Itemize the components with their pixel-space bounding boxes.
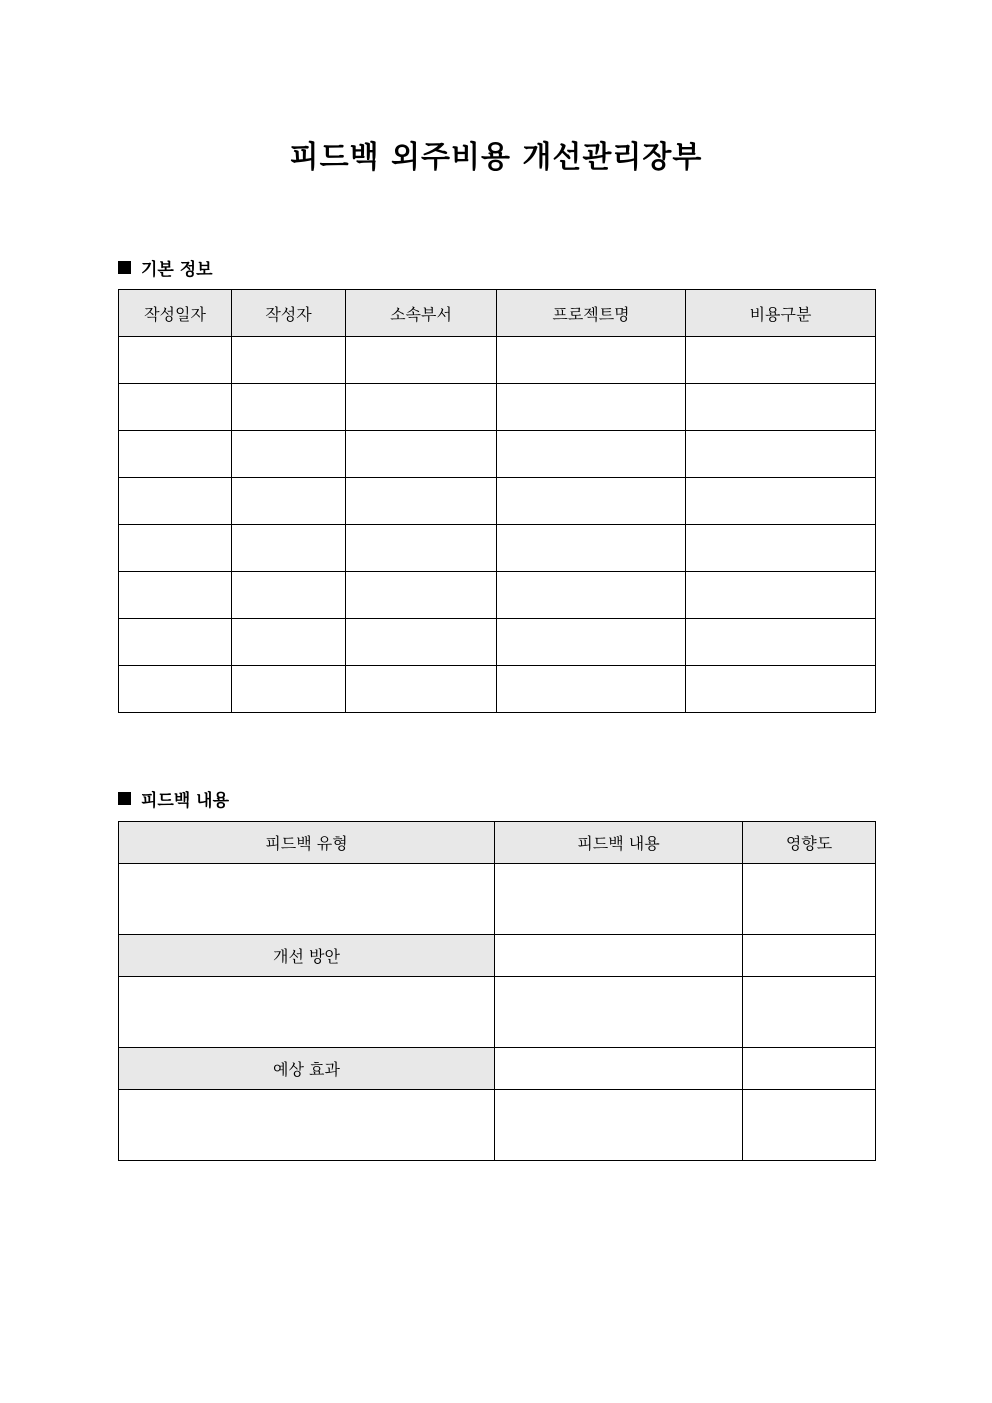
column-header-date: 작성일자 [119, 290, 232, 337]
table-row [119, 666, 876, 713]
table-cell[interactable] [119, 431, 232, 478]
feedback-content-cell[interactable] [495, 864, 743, 935]
feedback-type-cell[interactable] [119, 864, 495, 935]
table-cell[interactable] [232, 384, 346, 431]
table-cell[interactable] [346, 619, 497, 666]
table-cell[interactable] [497, 384, 686, 431]
table-cell[interactable] [686, 384, 876, 431]
table-row [119, 525, 876, 572]
table-row [119, 619, 876, 666]
table-cell[interactable] [497, 525, 686, 572]
square-bullet-icon [118, 261, 131, 274]
table-cell[interactable] [346, 525, 497, 572]
table-row [119, 935, 876, 977]
feedback-table [118, 821, 876, 1161]
impact-cell[interactable] [743, 864, 876, 935]
column-header-cost-type: 비용구분 [686, 290, 876, 337]
table-cell[interactable] [346, 666, 497, 713]
column-header-feedback-type: 피드백 유형 [119, 822, 495, 864]
subheader-improvement: 개선 방안 [119, 935, 495, 977]
table-cell[interactable] [232, 431, 346, 478]
table-row [119, 1090, 876, 1161]
table-cell[interactable] [686, 478, 876, 525]
table-cell[interactable] [743, 935, 876, 977]
table-cell[interactable] [495, 935, 743, 977]
table-cell[interactable] [119, 666, 232, 713]
table-cell[interactable] [232, 619, 346, 666]
table-cell[interactable] [686, 666, 876, 713]
table-row [119, 1048, 876, 1090]
document-title: 피드백 외주비용 개선관리장부 [289, 140, 703, 175]
table-cell[interactable] [497, 572, 686, 619]
table-cell[interactable] [497, 431, 686, 478]
table-cell[interactable] [495, 1048, 743, 1090]
table-row [119, 572, 876, 619]
table-cell[interactable] [497, 666, 686, 713]
table-cell[interactable] [119, 572, 232, 619]
section-heading-basic [118, 255, 213, 280]
column-header-feedback-content: 피드백 내용 [495, 822, 743, 864]
table-cell[interactable] [232, 666, 346, 713]
table-cell[interactable] [743, 1048, 876, 1090]
table-row [119, 977, 876, 1048]
column-header-department: 소속부서 [346, 290, 497, 337]
table-cell[interactable] [346, 384, 497, 431]
table-cell[interactable] [686, 619, 876, 666]
column-header-author: 작성자 [232, 290, 346, 337]
expected-effect-cell[interactable] [119, 1090, 495, 1161]
table-row [119, 431, 876, 478]
section-heading-feedback [118, 786, 229, 811]
improvement-cell[interactable] [119, 977, 495, 1048]
table-cell[interactable] [346, 478, 497, 525]
column-header-project: 프로젝트명 [497, 290, 686, 337]
section-heading-feedback-label: 피드백 내용 [141, 791, 230, 811]
table-cell[interactable] [495, 1090, 743, 1161]
table-cell[interactable] [119, 478, 232, 525]
table-cell[interactable] [232, 478, 346, 525]
table-cell[interactable] [119, 619, 232, 666]
table-cell[interactable] [497, 619, 686, 666]
table-cell[interactable] [232, 337, 346, 384]
section-heading-basic-label: 기본 정보 [141, 260, 213, 280]
table-cell[interactable] [495, 977, 743, 1048]
table-cell[interactable] [232, 572, 346, 619]
table-cell[interactable] [743, 1090, 876, 1161]
table-cell[interactable] [119, 525, 232, 572]
table-cell[interactable] [346, 572, 497, 619]
table-header-row [119, 822, 876, 864]
subheader-expected-effect: 예상 효과 [119, 1048, 495, 1090]
table-cell[interactable] [232, 525, 346, 572]
column-header-impact: 영향도 [743, 822, 876, 864]
table-cell[interactable] [346, 337, 497, 384]
table-row [119, 864, 876, 935]
square-bullet-icon [118, 792, 131, 805]
table-row [119, 337, 876, 384]
table-cell[interactable] [497, 337, 686, 384]
table-cell[interactable] [686, 337, 876, 384]
table-cell[interactable] [346, 431, 497, 478]
table-cell[interactable] [743, 977, 876, 1048]
table-header-row [119, 290, 876, 337]
table-row [119, 478, 876, 525]
table-cell[interactable] [119, 384, 232, 431]
table-cell[interactable] [497, 478, 686, 525]
basic-info-table [118, 289, 876, 713]
table-row [119, 384, 876, 431]
table-cell[interactable] [686, 525, 876, 572]
table-cell[interactable] [686, 572, 876, 619]
table-cell[interactable] [686, 431, 876, 478]
table-cell[interactable] [119, 337, 232, 384]
